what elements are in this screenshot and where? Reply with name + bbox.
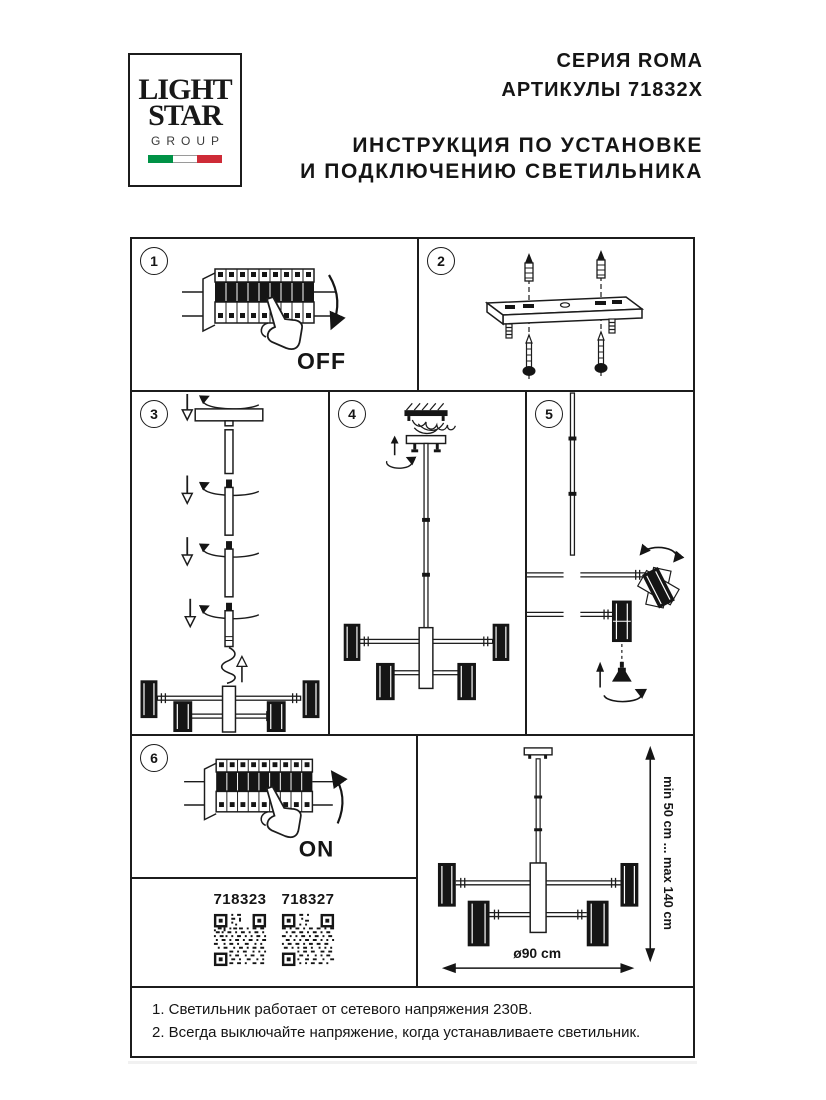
screw-bulb-arrow-icon (604, 690, 641, 701)
step-number-badge: 3 (140, 400, 168, 428)
flag-white (173, 155, 198, 163)
step-2-panel (419, 239, 693, 390)
on-label: ON (298, 836, 335, 862)
step-3-panel (132, 392, 328, 734)
series-title: СЕРИЯ ROMA (556, 50, 703, 72)
qr-block-718323 (212, 891, 268, 973)
wire-icon (222, 648, 235, 684)
step-1-panel (132, 239, 417, 390)
step-number-badge: 6 (140, 744, 168, 772)
italian-flag-bar (148, 155, 222, 163)
article-number: 718323 (213, 891, 267, 908)
logo-word-group: GROUP (150, 134, 225, 149)
wires-icon (412, 420, 455, 433)
step-number-badge: 5 (535, 400, 563, 428)
steps-grid (130, 237, 695, 988)
article-number: 718327 (281, 891, 335, 908)
flag-green (148, 155, 173, 163)
logo-word-star: STAR (148, 99, 222, 132)
step-4-panel (330, 392, 523, 734)
height-range-label: min 50 cm ... max 140 cm (661, 776, 677, 931)
qr-codes-section (132, 879, 416, 986)
step-6-panel (132, 736, 416, 875)
switch-up-arrow-icon (333, 773, 343, 824)
safety-notes (130, 986, 695, 1058)
dimensions-illustration (418, 736, 693, 986)
bracket-illustration (419, 239, 693, 390)
rod-assembly-illustration (132, 392, 328, 734)
qr-code-icon (212, 912, 268, 968)
title-line-1: ИНСТРУКЦИЯ ПО УСТАНОВКЕ (352, 134, 703, 157)
switch-down-arrow-icon (329, 275, 337, 327)
qr-block-718327 (280, 891, 336, 973)
series-block (501, 47, 703, 105)
shade-adjustment-illustration (527, 392, 693, 734)
off-label: OFF (297, 348, 346, 374)
flag-red (197, 155, 222, 163)
diameter-label: ø90 cm (513, 945, 562, 962)
breaker-on-illustration (132, 736, 416, 875)
lightstar-logo (128, 53, 242, 187)
bulb-icon (612, 662, 632, 682)
note-line: 1. Светильник работает от сетевого напряжения 230В. (152, 1001, 533, 1018)
page-title (300, 133, 703, 184)
step-number-badge: 1 (140, 247, 168, 275)
step-number-badge: 2 (427, 247, 455, 275)
rotate-shade-arrow-icon (642, 547, 677, 560)
step-number-badge: 4 (338, 400, 366, 428)
articles-title: АРТИКУЛЫ 71832X (501, 79, 703, 101)
step-5-panel (527, 392, 693, 734)
hanging-fixture-illustration (330, 392, 523, 734)
logo-word-light: LIGHT (138, 72, 232, 106)
dimensions-panel (418, 736, 693, 986)
title-line-2: И ПОДКЛЮЧЕНИЮ СВЕТИЛЬНИКА (300, 159, 703, 183)
note-line: 2. Всегда выключайте напряжение, когда устанавливаете светильник. (152, 1023, 641, 1041)
qr-code-icon (280, 912, 336, 968)
breaker-off-illustration (132, 239, 417, 390)
page-shadow (128, 1061, 697, 1064)
